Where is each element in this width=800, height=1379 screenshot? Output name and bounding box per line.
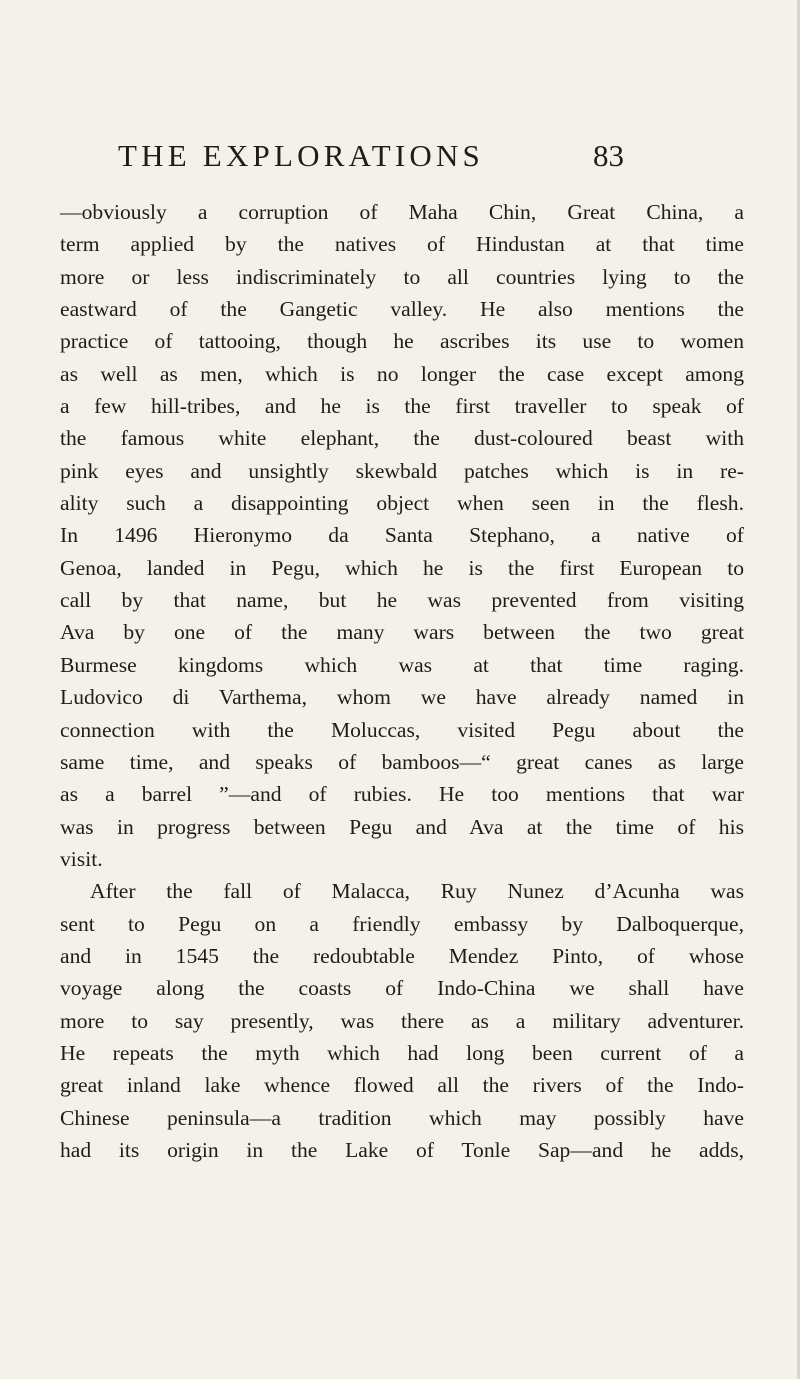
text-line: Genoa, landed in Pegu, which he is the first European to bbox=[60, 555, 744, 580]
text-line: a few hill-tribes, and he is the first traveller to speak of bbox=[60, 394, 744, 419]
text-line: as well as men, which is no longer the case except among bbox=[60, 361, 744, 386]
text-line: Burmese kingdoms which was at that time raging. bbox=[60, 652, 744, 677]
text-line: voyage along the coasts of Indo-China we shall have bbox=[60, 976, 744, 1001]
running-head-title: THE EXPLORATIONS bbox=[118, 138, 484, 173]
text-line: more to say presently, was there as a military adventurer. bbox=[60, 1008, 744, 1033]
text-line: as a barrel ”—and of rubies. He too mentions that war bbox=[60, 782, 744, 807]
text-line: In 1496 Hieronymo da Santa Stephano, a native of bbox=[60, 523, 744, 548]
body-text bbox=[60, 196, 744, 1166]
text-line: had its origin in the Lake of Tonle Sap—and he adds, bbox=[60, 1137, 744, 1162]
text-line: and in 1545 the redoubtable Mendez Pinto, of whose bbox=[60, 943, 744, 968]
running-header bbox=[118, 138, 624, 178]
text-line: was in progress between Pegu and Ava at the time of his bbox=[60, 814, 744, 839]
text-line: Ava by one of the many wars between the two great bbox=[60, 620, 744, 645]
text-line: the famous white elephant, the dust-coloured beast with bbox=[60, 426, 744, 451]
text-line: visit. bbox=[60, 846, 103, 871]
text-line: great inland lake whence flowed all the rivers of the Indo- bbox=[60, 1073, 744, 1098]
text-line: He repeats the myth which had long been current of a bbox=[60, 1040, 744, 1065]
text-line: practice of tattooing, though he ascribes its use to women bbox=[60, 329, 744, 354]
text-line: pink eyes and unsightly skewbald patches which is in re- bbox=[60, 458, 744, 483]
text-line: term applied by the natives of Hindustan at that time bbox=[60, 232, 744, 257]
text-line: more or less indiscriminately to all countries lying to the bbox=[60, 264, 744, 289]
text-line: sent to Pegu on a friendly embassy by Dalboquerque, bbox=[60, 911, 744, 936]
text-line: same time, and speaks of bamboos—“ great canes as large bbox=[60, 749, 744, 774]
text-line: call by that name, but he was prevented from visiting bbox=[60, 588, 744, 613]
text-line: ality such a disappointing object when seen in the flesh. bbox=[60, 491, 744, 516]
text-line: Chinese peninsula—a tradition which may possibly have bbox=[60, 1105, 744, 1130]
page-number: 83 bbox=[593, 138, 624, 173]
text-line: eastward of the Gangetic valley. He also mentions the bbox=[60, 297, 744, 322]
text-line: After the fall of Malacca, Ruy Nunez d’Acunha was bbox=[90, 879, 744, 904]
text-line: connection with the Moluccas, visited Pegu about the bbox=[60, 717, 744, 742]
text-line: —obviously a corruption of Maha Chin, Great China, a bbox=[60, 200, 744, 224]
text-line: Ludovico di Varthema, whom we have already named in bbox=[60, 685, 744, 710]
